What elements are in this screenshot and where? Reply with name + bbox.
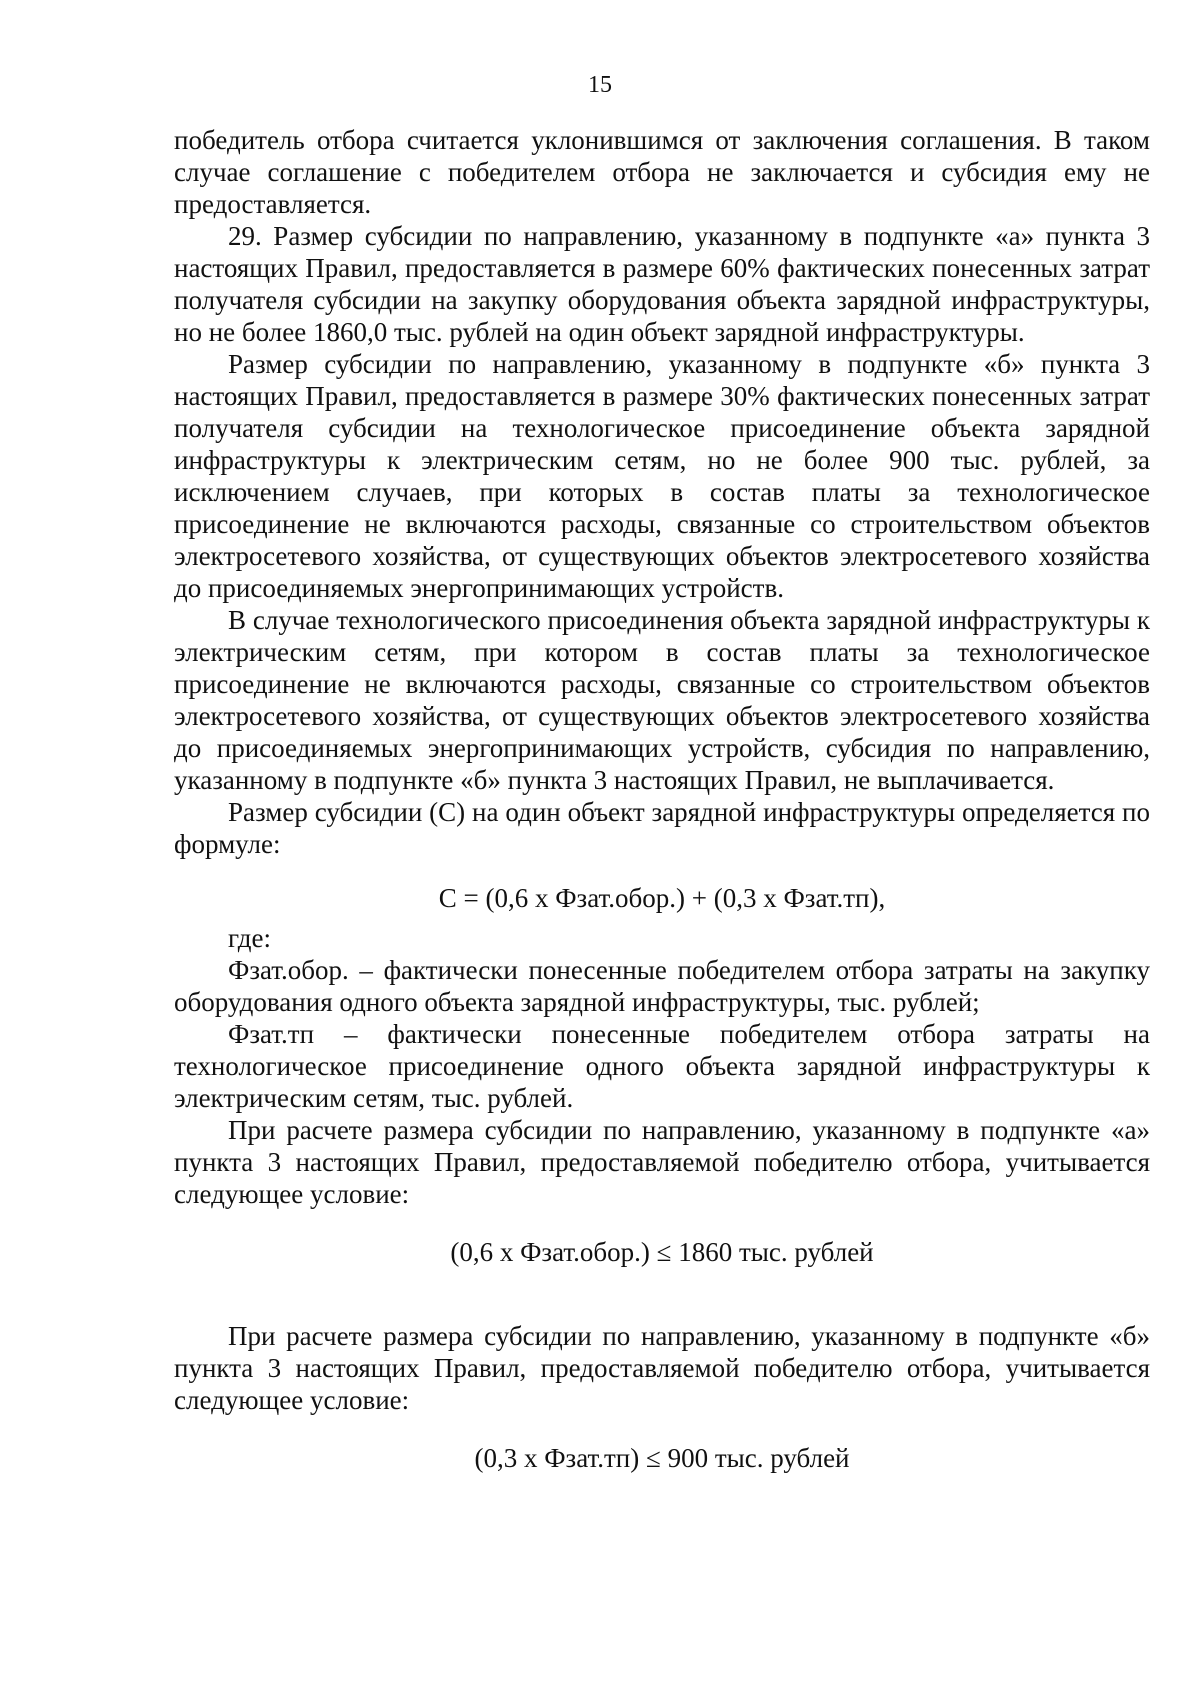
paragraph-exception: В случае технологического присоединения объекта зарядной инфраструктуры к электрическим сетям, при котором в состав платы за технологическое присоединение не включаются расходы, связанные со строительством объектов электросетевого хозяйства, от существующих объектов электросетевого хозяйства до присоединяемых энергопринимающих устройств, субсидия по направлению, указанному в подпункте «б» пункта 3 настоящих Правил, не выплачивается. (174, 605, 1150, 795)
paragraph-continuation: победитель отбора считается уклонившимся от заключения соглашения. В таком случае соглашение с победителем отбора не заключается и субсидия ему не предоставляется. (174, 125, 1150, 219)
paragraph-formula-intro: Размер субсидии (С) на один объект зарядной инфраструктуры определяется по формуле: (174, 797, 1150, 859)
definition-connection-cost: Фзат.тп – фактически понесенные победителем отбора затраты на технологическое присоединение одного объекта зарядной инфраструктуры к электрическим сетям, тыс. рублей. (174, 1019, 1150, 1113)
paragraph-item-29: 29. Размер субсидии по направлению, указанному в подпункте «а» пункта 3 настоящих Правил, предоставляется в размере 60% фактических понесенных затрат получателя субсидии на закупку оборудования объекта зарядной инфраструктуры, но не более 1860,0 тыс. рублей на один объект зарядной инфраструктуры. (174, 221, 1150, 347)
formula-condition-b: (0,3 х Фзат.тп) ≤ 900 тыс. рублей (474, 1443, 850, 1473)
page-number: 15 (588, 72, 612, 98)
paragraph-condition-a-intro: При расчете размера субсидии по направлению, указанному в подпункте «а» пункта 3 настоящих Правил, предоставляемой победителю отбора, учитывается следующее условие: (174, 1115, 1150, 1209)
document-body (174, 124, 1150, 1474)
where-label: где: (228, 923, 271, 953)
definition-equipment-cost: Фзат.обор. – фактически понесенные победителем отбора затраты на закупку оборудования одного объекта зарядной инфраструктуры, тыс. рублей; (174, 955, 1150, 1017)
formula-condition-a: (0,6 х Фзат.обор.) ≤ 1860 тыс. рублей (450, 1237, 874, 1267)
paragraph-condition-b-intro: При расчете размера субсидии по направлению, указанному в подпункте «б» пункта 3 настоящих Правил, предоставляемой победителю отбора, учитывается следующее условие: (174, 1321, 1150, 1415)
formula-main: С = (0,6 х Фзат.обор.) + (0,3 х Фзат.тп), (438, 883, 886, 913)
spacer (174, 1294, 1150, 1320)
paragraph-subsidy-b: Размер субсидии по направлению, указанному в подпункте «б» пункта 3 настоящих Правил, предоставляется в размере 30% фактических понесенных затрат получателя субсидии на технологическое присоединение объекта зарядной инфраструктуры к электрическим сетям, но не более 900 тыс. рублей, за исключением случаев, при которых в состав платы за технологическое присоединение не включаются расходы, связанные со строительством объектов электросетевого хозяйства, от существующих объектов электросетевого хозяйства до присоединяемых энергопринимающих устройств. (174, 349, 1150, 603)
